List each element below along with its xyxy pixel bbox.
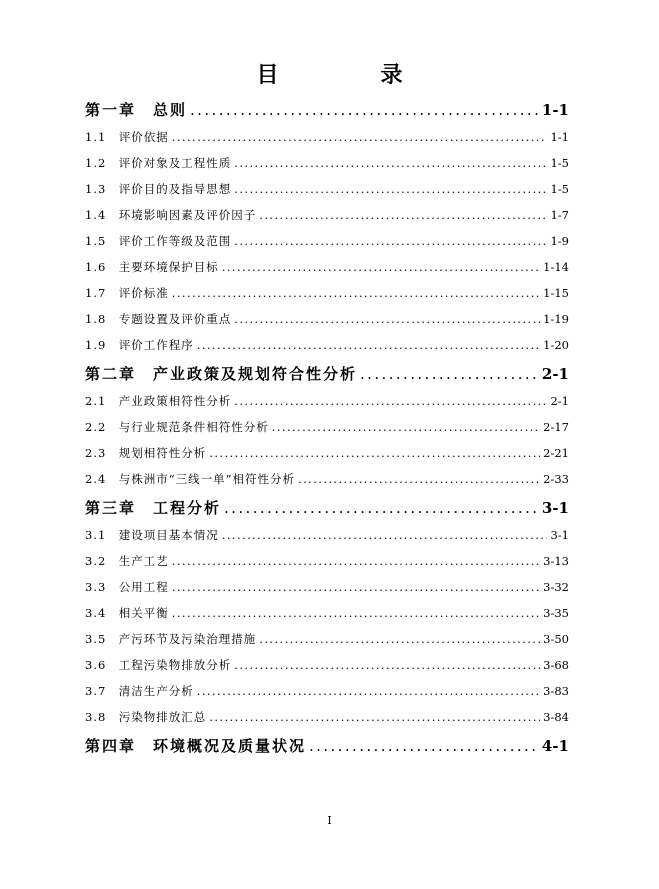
toc-entry-label: 第四章 环境概况及质量状况	[85, 737, 307, 755]
toc-chapter-entry	[85, 497, 569, 527]
toc-entry-page: 3-84	[543, 710, 569, 724]
toc-leader-dots	[234, 394, 547, 408]
toc-section-entry	[85, 631, 569, 657]
toc-entry-label: 2.1 产业政策相符性分析	[85, 394, 232, 408]
toc-leader-dots	[234, 156, 547, 170]
toc-entry-label: 1.5 评价工作等级及范围	[85, 234, 232, 248]
toc-entry-page: 1-9	[550, 234, 569, 248]
toc-entry-page: 1-5	[550, 156, 569, 170]
toc-entry-label: 3.2 生产工艺	[85, 554, 169, 568]
toc-leader-dots	[360, 365, 539, 383]
toc-entry-label: 1.9 评价工作程序	[85, 338, 194, 352]
toc-leader-dots	[172, 130, 548, 144]
toc-leader-dots	[172, 606, 540, 620]
toc-entry-page: 3-50	[543, 632, 569, 646]
toc-section-entry	[85, 579, 569, 605]
toc-entry-page: 3-35	[543, 606, 569, 620]
toc-leader-dots	[197, 684, 540, 698]
toc-section-entry	[85, 527, 569, 553]
toc-entry-page: 1-19	[543, 312, 569, 326]
toc-section-entry	[85, 657, 569, 683]
page-number: I	[327, 814, 332, 827]
toc-entry-label: 第一章 总则	[85, 101, 188, 119]
toc-chapter-entry	[85, 99, 569, 129]
toc-entry-label: 3.3 公用工程	[85, 580, 169, 594]
toc-leader-dots	[224, 499, 539, 517]
toc-entry-label: 3.4 相关平衡	[85, 606, 169, 620]
toc-entry-label: 1.4 环境影响因素及评价因子	[85, 208, 257, 222]
toc-entry-page: 2-1	[541, 365, 569, 383]
toc-leader-dots	[234, 234, 547, 248]
toc-section-entry	[85, 605, 569, 631]
toc-section-entry	[85, 311, 569, 337]
toc-leader-dots	[172, 286, 540, 300]
toc-section-entry	[85, 259, 569, 285]
toc-leader-dots	[259, 208, 547, 222]
toc-entry-label: 1.8 专题设置及评价重点	[85, 312, 232, 326]
toc-entry-label: 2.3 规划相符性分析	[85, 446, 207, 460]
toc-entry-page: 1-5	[550, 182, 569, 196]
toc-entry-page: 2-21	[543, 446, 569, 460]
toc-section-entry	[85, 553, 569, 579]
toc-leader-dots	[259, 632, 540, 646]
toc-leader-dots	[272, 420, 540, 434]
toc-section-entry	[85, 129, 569, 155]
toc-section-entry	[85, 155, 569, 181]
toc-leader-dots	[209, 446, 540, 460]
toc-leader-dots	[234, 658, 540, 672]
toc-entry-label: 1.3 评价目的及指导思想	[85, 182, 232, 196]
toc-leader-dots	[234, 312, 540, 326]
toc-leader-dots	[309, 737, 539, 755]
toc-section-entry	[85, 445, 569, 471]
toc-section-entry	[85, 181, 569, 207]
toc-entry-label: 1.7 评价标准	[85, 286, 169, 300]
toc-leader-dots	[222, 260, 540, 274]
toc-chapter-entry	[85, 363, 569, 393]
toc-entry-page: 3-1	[541, 499, 569, 517]
toc-entry-page: 1-20	[543, 338, 569, 352]
toc-entry-page: 2-17	[543, 420, 569, 434]
toc-entry-label: 3.5 产污环节及污染治理措施	[85, 632, 257, 646]
toc-entry-page: 3-13	[543, 554, 569, 568]
toc-entry-label: 2.2 与行业规范条件相符性分析	[85, 420, 269, 434]
toc-chapter-entry	[85, 735, 569, 765]
toc-section-entry	[85, 419, 569, 445]
toc-section-entry	[85, 393, 569, 419]
toc-leader-dots	[190, 101, 539, 119]
toc-entry-label: 第三章 工程分析	[85, 499, 222, 517]
toc-entry-page: 1-15	[543, 286, 569, 300]
toc-entry-page: 2-33	[543, 472, 569, 486]
toc-entry-page: 3-1	[550, 528, 569, 542]
toc-entry-label: 1.1 评价依据	[85, 130, 169, 144]
toc-section-entry	[85, 207, 569, 233]
toc-leader-dots	[209, 710, 540, 724]
toc-leader-dots	[172, 580, 540, 594]
toc-entry-label: 3.6 工程污染物排放分析	[85, 658, 232, 672]
toc-section-entry	[85, 471, 569, 497]
toc-entry-label: 3.1 建设项目基本情况	[85, 528, 219, 542]
toc-section-entry	[85, 233, 569, 259]
toc-leader-dots	[222, 528, 548, 542]
toc-entry-page: 4-1	[541, 737, 569, 755]
toc-entry-label: 第二章 产业政策及规划符合性分析	[85, 365, 358, 383]
toc-section-entry	[85, 683, 569, 709]
toc-entry-label: 3.7 清洁生产分析	[85, 684, 194, 698]
toc-section-entry	[85, 709, 569, 735]
toc-entry-page: 2-1	[550, 394, 569, 408]
toc-entry-label: 2.4 与株洲市“三线一单”相符性分析	[85, 472, 296, 486]
table-of-contents	[85, 99, 569, 765]
toc-section-entry	[85, 337, 569, 363]
toc-entry-label: 1.2 评价对象及工程性质	[85, 156, 232, 170]
toc-entry-page: 3-32	[543, 580, 569, 594]
toc-entry-page: 1-1	[541, 101, 569, 119]
toc-entry-label: 1.6 主要环境保护目标	[85, 260, 219, 274]
toc-entry-label: 3.8 污染物排放汇总	[85, 710, 207, 724]
page-title: 目 录	[256, 62, 443, 88]
toc-leader-dots	[172, 554, 540, 568]
toc-leader-dots	[298, 472, 540, 486]
toc-leader-dots	[197, 338, 540, 352]
toc-section-entry	[85, 285, 569, 311]
toc-entry-page: 3-68	[543, 658, 569, 672]
toc-entry-page: 3-83	[543, 684, 569, 698]
toc-entry-page: 1-7	[550, 208, 569, 222]
toc-leader-dots	[234, 182, 547, 196]
toc-entry-page: 1-1	[550, 130, 569, 144]
toc-entry-page: 1-14	[543, 260, 569, 274]
